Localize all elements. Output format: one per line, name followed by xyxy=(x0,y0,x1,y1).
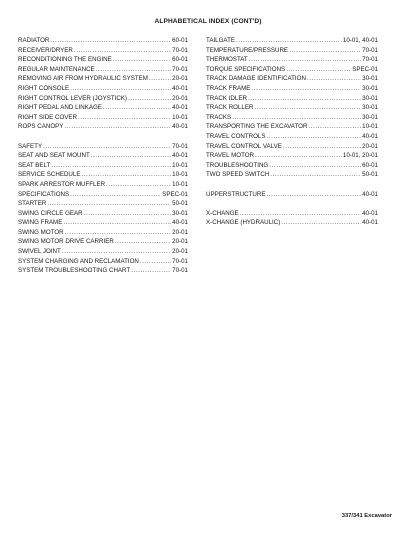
entry-label: TEMPERATURE/PRESSURE xyxy=(206,46,289,54)
entry-page: 70-01 xyxy=(362,56,378,64)
entry-label: SWING CIRCLE GEAR xyxy=(18,209,83,217)
leader-dots xyxy=(103,103,171,113)
index-entry xyxy=(18,257,188,267)
entry-label: SWING FRAME xyxy=(18,219,63,227)
entry-page: 40-01 xyxy=(362,132,378,140)
index-entry xyxy=(18,151,188,161)
index-entry xyxy=(206,209,378,219)
entry-label: TRACK IDLER xyxy=(206,94,247,102)
index-entry xyxy=(18,65,188,75)
leader-dots xyxy=(283,142,361,152)
entry-page: 20-01 xyxy=(172,228,188,236)
leader-dots xyxy=(251,84,361,94)
group-spacer xyxy=(18,132,188,142)
index-entry xyxy=(206,122,378,132)
entry-page: 20-01 xyxy=(362,142,378,150)
entry-page: 30-01 xyxy=(362,75,378,83)
index-entry xyxy=(206,65,378,75)
entry-page: 40-01 xyxy=(362,209,378,217)
entry-label: TROUBLESHOOTING xyxy=(206,161,269,169)
index-entry xyxy=(18,46,188,56)
entry-page: 10-01 xyxy=(172,113,188,121)
entry-label: TRAVEL MOTOR xyxy=(206,152,255,160)
entry-label: TRANSPORTING THE EXCAVATOR xyxy=(206,123,308,131)
entry-page: 70-01 xyxy=(362,46,378,54)
entry-label: SWING MOTOR DRIVE CARRIER xyxy=(18,238,114,246)
leader-dots xyxy=(266,132,361,142)
entry-label: TRAVEL CONTROLS xyxy=(206,132,266,140)
entry-page: 70-01 xyxy=(172,257,188,265)
index-entry xyxy=(206,170,378,180)
index-entry xyxy=(18,190,188,200)
index-entry xyxy=(206,55,378,65)
leader-dots xyxy=(70,190,161,200)
index-entry xyxy=(18,103,188,113)
entry-label: STARTER xyxy=(18,200,47,208)
entry-page: 60-01 xyxy=(362,161,378,169)
index-entry xyxy=(18,55,188,65)
entry-page: 70-01 xyxy=(172,142,188,150)
leader-dots xyxy=(281,218,361,228)
leader-dots xyxy=(84,209,172,219)
entry-page: 30-01 xyxy=(362,84,378,92)
index-entry xyxy=(18,170,188,180)
entry-page: 20-01 xyxy=(172,248,188,256)
entry-page: 60-01 xyxy=(172,37,188,44)
index-entry xyxy=(18,199,188,209)
entry-label: SAFETY xyxy=(18,142,43,150)
index-entry xyxy=(206,36,378,46)
entry-page: 30-01 xyxy=(172,209,188,217)
entry-page: 40-01 xyxy=(172,123,188,131)
leader-dots xyxy=(43,142,171,152)
leader-dots xyxy=(47,199,171,209)
index-entry xyxy=(206,46,378,56)
entry-label: SEAT AND SEAT MOUNT xyxy=(18,152,90,160)
entry-label: RIGHT SIDE COVER xyxy=(18,113,78,121)
index-entry xyxy=(206,103,378,113)
leader-dots xyxy=(232,113,361,123)
entry-page: 40-01 xyxy=(172,152,188,160)
entry-label: X-CHANGE xyxy=(206,209,239,217)
index-entry xyxy=(206,190,378,200)
entry-label: SYSTEM CHARGING AND RECLAMATION xyxy=(18,257,139,265)
leader-dots xyxy=(286,65,351,75)
leader-dots xyxy=(81,170,171,180)
entry-label: SEAT BELT xyxy=(18,161,51,169)
entry-label: UPPERSTRUCTURE xyxy=(206,190,266,198)
index-entry xyxy=(206,142,378,152)
group-spacer xyxy=(206,180,378,190)
index-entry xyxy=(18,228,188,238)
entry-page: 70-01 xyxy=(172,65,188,73)
entry-label: RIGHT CONSOLE xyxy=(18,84,70,92)
index-entry xyxy=(18,161,188,171)
leader-dots xyxy=(289,46,361,56)
entry-label: SPECIFICATIONS xyxy=(18,190,70,198)
entry-page: 10-01 xyxy=(362,123,378,131)
entry-page: 40-01 xyxy=(172,84,188,92)
entry-label: REGULAR MAINTENANCE xyxy=(18,65,95,73)
entry-label: X-CHANGE (HYDRAULIC) xyxy=(206,219,281,227)
index-entry xyxy=(18,218,188,228)
entry-label: SWIVEL JOINT xyxy=(18,248,61,256)
leader-dots xyxy=(131,266,171,276)
page-title: ALPHABETICAL INDEX (CONT'D) xyxy=(154,18,262,25)
index-entry xyxy=(206,161,378,171)
entry-label: TAILGATE xyxy=(206,37,235,44)
index-entry xyxy=(206,151,378,161)
entry-page: 30-01 xyxy=(362,94,378,102)
index-entry xyxy=(206,74,378,84)
leader-dots xyxy=(96,65,172,75)
leader-dots xyxy=(249,55,361,65)
leader-dots xyxy=(78,113,171,123)
entry-page: 10-01, 20-01 xyxy=(342,152,378,160)
entry-page: 40-01 xyxy=(172,219,188,227)
index-entry xyxy=(18,122,188,132)
leader-dots xyxy=(308,122,361,132)
entry-label: REMOVING AIR FROM HYDRAULIC SYSTEM xyxy=(18,75,148,83)
index-entry xyxy=(206,132,378,142)
index-entry xyxy=(206,218,378,228)
entry-page: 50-01 xyxy=(362,171,378,179)
leader-dots xyxy=(91,151,171,161)
index-entry xyxy=(18,84,188,94)
entry-page: 10-01 xyxy=(172,171,188,179)
entry-label: RIGHT CONTROL LEVER (JOYSTICK) xyxy=(18,94,127,102)
entry-label: RECONDITIONING THE ENGINE xyxy=(18,56,112,64)
group-spacer xyxy=(206,199,378,209)
entry-page: 40-01 xyxy=(172,104,188,112)
index-entry xyxy=(18,94,188,104)
entry-page: 30-01 xyxy=(362,104,378,112)
leader-dots xyxy=(74,46,171,56)
leader-dots xyxy=(70,84,171,94)
index-entry xyxy=(18,237,188,247)
entry-page: 50-01 xyxy=(172,200,188,208)
index-entry xyxy=(18,247,188,257)
entry-page: 70-01 xyxy=(172,46,188,54)
leader-dots xyxy=(62,247,171,257)
entry-page: 20-01 xyxy=(172,238,188,246)
footer-model-name: 337/341 Excavator xyxy=(341,513,392,519)
entry-label: SERVICE SCHEDULE xyxy=(18,171,81,179)
leader-dots xyxy=(140,257,171,267)
entry-label: RECEIVER/DRYER xyxy=(18,46,73,54)
entry-page: SPEC-01 xyxy=(162,190,188,198)
entry-label: TRACK FRAME xyxy=(206,84,251,92)
leader-dots xyxy=(236,36,342,46)
index-entry xyxy=(206,94,378,104)
entry-label: THERMOSTAT xyxy=(206,56,248,64)
entry-page: SPEC-01 xyxy=(352,65,378,73)
leader-dots xyxy=(248,94,361,104)
index-entry xyxy=(18,266,188,276)
entry-label: SWING MOTOR xyxy=(18,228,64,236)
index-entry xyxy=(206,113,378,123)
leader-dots xyxy=(240,209,362,219)
leader-dots xyxy=(51,161,171,171)
index-left-column xyxy=(18,36,188,276)
entry-label: TRAVEL CONTROL VALVE xyxy=(206,142,282,150)
entry-label: SYSTEM TROUBLESHOOTING CHART xyxy=(18,267,131,275)
entry-label: TWO SPEED SWITCH xyxy=(206,171,270,179)
entry-page: 10-01 xyxy=(172,180,188,188)
leader-dots xyxy=(307,74,361,84)
index-right-column xyxy=(206,36,378,228)
entry-page: 70-01 xyxy=(172,267,188,275)
leader-dots xyxy=(254,103,361,113)
entry-label: RIGHT PEDAL AND LINKAGE xyxy=(18,104,102,112)
leader-dots xyxy=(270,170,361,180)
entry-page: 10-01 xyxy=(172,161,188,169)
leader-dots xyxy=(64,122,171,132)
leader-dots xyxy=(255,151,342,161)
index-entry xyxy=(18,113,188,123)
index-entry xyxy=(18,36,188,46)
index-entry xyxy=(18,74,188,84)
index-entry xyxy=(206,84,378,94)
leader-dots xyxy=(63,218,171,228)
entry-label: TRACK DAMAGE IDENTIFICATION xyxy=(206,75,306,83)
entry-page: 40-01 xyxy=(362,219,378,227)
entry-page: 40-01 xyxy=(362,190,378,198)
entry-page: 60-01 xyxy=(172,56,188,64)
entry-page: 30-01 xyxy=(362,113,378,121)
entry-page: 10-01, 40-01 xyxy=(342,37,378,44)
leader-dots xyxy=(113,55,171,65)
entry-label: TRACK ROLLER xyxy=(206,104,254,112)
leader-dots xyxy=(115,237,171,247)
leader-dots xyxy=(266,190,361,200)
entry-label: SPARK ARRESTOR MUFFLER xyxy=(18,180,106,188)
entry-label: ROPS CANOPY xyxy=(18,123,64,131)
leader-dots xyxy=(149,74,171,84)
leader-dots xyxy=(50,36,171,46)
index-entry xyxy=(18,180,188,190)
entry-label: RADIATOR xyxy=(18,37,50,44)
entry-label: TORQUE SPECIFICATIONS xyxy=(206,65,286,73)
entry-page: 20-01 xyxy=(172,94,188,102)
leader-dots xyxy=(106,180,171,190)
index-entry xyxy=(18,142,188,152)
leader-dots xyxy=(128,94,171,104)
leader-dots xyxy=(65,228,172,238)
entry-label: TRACKS xyxy=(206,113,232,121)
leader-dots xyxy=(269,161,361,171)
entry-page: 20-01 xyxy=(172,75,188,83)
index-entry xyxy=(18,209,188,219)
